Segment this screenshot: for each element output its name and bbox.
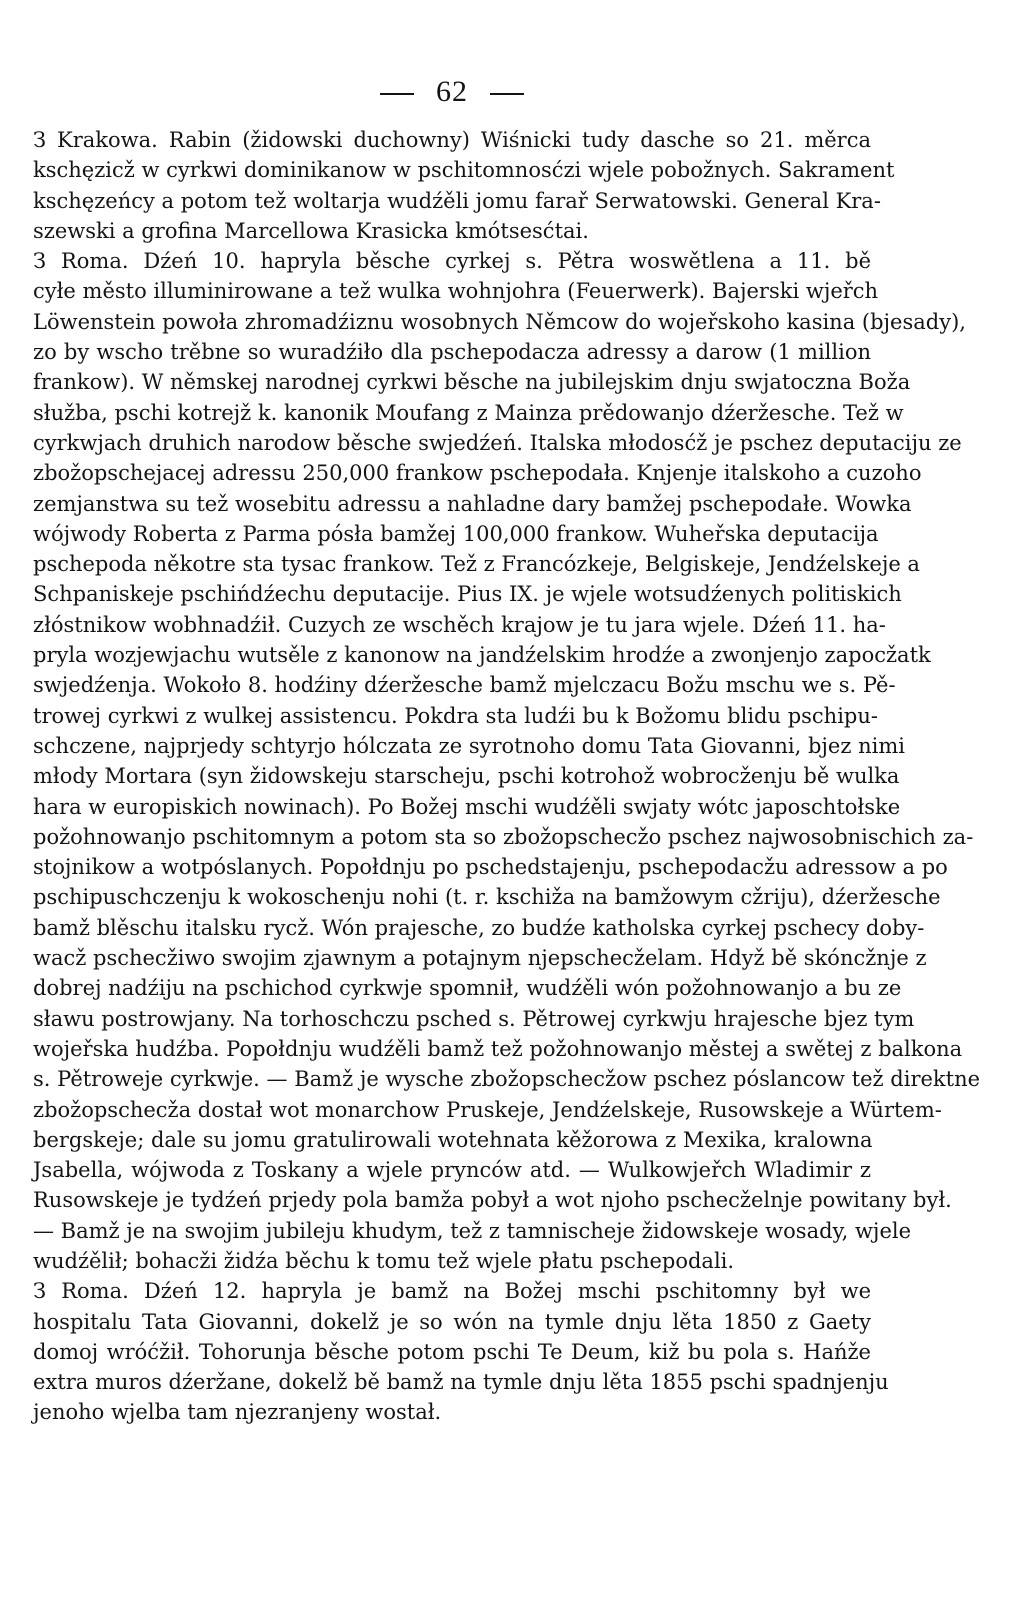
text-line: Jsabella, wójwoda z Toskany a wjele prynców atd. — Wulkowjeřch Wladimir z [33, 1158, 871, 1183]
text-line: pschepoda někotre sta tysac frankow. Tež z Francózkeje, Belgiskeje, Jendźelskeje a [33, 552, 920, 577]
text-line: sławu postrowjany. Na torhoschczu psched s. Pětrowej cyrkwju hrajesche bjez tym [33, 1006, 915, 1031]
text-line: szewski a grofina Marcellowa Krasicka kmótsesćtai. [33, 218, 589, 243]
page [33, 72, 981, 1428]
text-line: zbožopschecža dostał wot monarchow Pruskeje, Jendźelskeje, Rusowskeje a Würtem- [33, 1097, 942, 1122]
text-line: zbožopschejacej adressu 250,000 frankow pschepodała. Knjenje italskoho a cuzoho [33, 461, 922, 486]
text-line: wacž pschecžiwo swojim zjawnym a potajnym njepschecželam. Hdyž bě skóncžnje z [33, 946, 927, 971]
text-line: Schpaniskeje pschińdźechu deputacije. Pius IX. je wjele wotsudźenych politiskich [33, 582, 902, 607]
text-line: bamž blěschu italsku rycž. Wón prajesche, zo budźe katholska cyrkej pschecy doby- [33, 915, 925, 940]
text-line: słužba, pschi kotrejž k. kanonik Moufang z Mainza prědowanjo dźeržesche. Tež w [33, 400, 904, 425]
text-line: požohnowanjo pschitomnym a potom sta so zbožopschecžo pschez najwosobnischich za- [33, 824, 974, 849]
left-dash [380, 93, 414, 95]
text-line: frankow). W němskej narodnej cyrkwi běsche na jubilejskim dnju swjatoczna Boža [33, 370, 911, 395]
text-line: młody Mortara (syn židowskeju starscheju, pschi kotrohož wobrocženju bě wulka [33, 764, 900, 789]
text-line: Rusowskeje je tydźeń prjedy pola bamža pobył a wot njoho pschecželnje powitany był. [33, 1188, 952, 1213]
article-text [33, 125, 981, 1428]
text-line: cyłe město illuminirowane a tež wulka wohnjohra (Feuerwerk). Bajerski wjeřch [33, 279, 879, 304]
text-line: З Roma. Dźeń 12. hapryla je bamž na Božej mschi pschitomny był we [33, 1279, 871, 1304]
text-line: kschęzeńcy a potom tež woltarja wudźěli jomu farař Serwatowski. General Kra- [33, 188, 881, 213]
text-line: zo by wscho trěbne so wuradźiło dla pschepodacza adressy a darow (1 million [33, 340, 871, 365]
text-line: dobrej nadźiju na pschichod cyrkwje spomnił, wudźěli wón požohnowanjo a bu ze [33, 976, 902, 1001]
text-line: hara w europiskich nowinach). Po Božej mschi wudźěli swjaty wótc japoschtołske [33, 794, 901, 819]
text-line: cyrkwjach druhich narodow běsche swjedźeń. Italska młodosćž je pschez deputaciju ze [33, 430, 962, 455]
page-number: 62 [436, 75, 468, 108]
text-line: З Krakowa. Rabin (židowski duchowny) Wiśnicki tudy dasche so 21. měrca [33, 128, 871, 152]
text-line: — Bamž je na swojim jubileju khudym, tež z tamnischeje židowskeje wosady, wjele [33, 1218, 912, 1243]
text-line: pschipuschczenju k wokoschenju nohi (t. r. kschiža na bamžowym cžriju), dźeržesche [33, 885, 941, 910]
text-line: złóstnikow wobhnadźił. Cuzych ze wschěch krajow je tu jara wjele. Dźeń 11. ha- [33, 612, 886, 637]
text-line: domoj wróćžił. Tohorunja běsche potom pschi Te Deum, kiž bu pola s. Hańže [33, 1339, 871, 1364]
right-dash [490, 93, 524, 95]
text-line: Löwenstein powoła zhromadźiznu wosobnych Němcow do wojeřskoho kasina (bjesady), [33, 309, 966, 334]
text-line: swjedźenja. Wokoło 8. hodźiny dźeržesche bamž mjelczacu Božu mschu we s. Pě- [33, 673, 896, 698]
text-line: З Roma. Dźeń 10. hapryla běsche cyrkej s. Pětra woswětlena a 11. bě [33, 249, 871, 274]
text-line: kschęzicž w cyrkwi dominikanow w pschitomnosćzi wjele pobožnych. Sakrament [33, 158, 895, 183]
text-line: jenoho wjelba tam njezranjeny wostał. [33, 1400, 442, 1425]
text-line: wójwody Roberta z Parma pósła bamžej 100,000 frankow. Wuheřska deputacija [33, 521, 879, 546]
text-line: wudźělił; bohacži židźa běchu k tomu tež wjele płatu pschepodali. [33, 1248, 735, 1273]
text-line: pryla wozjewjachu wutsěle z kanonow na jandźelskim hrodźe a zwonjenjo zapocžatk [33, 643, 931, 668]
text-line: s. Pětroweje cyrkwje. — Bamž je wysche zbožopschecžow pschez póslancow tež direktne [33, 1067, 981, 1092]
text-line: schczene, najprjedy schtyrjo hólczata ze syrotnoho domu Tata Giovanni, bjez nimi [33, 733, 905, 758]
text-line: stojnikow a wotpóslanych. Popołdnju po pschedstajenju, pschepodacžu adressow a po [33, 855, 948, 880]
text-line: bergskeje; dale su jomu gratulirowali wotehnata kěžorowa z Mexika, kralowna [33, 1127, 873, 1152]
text-line: trowej cyrkwi z wulkej assistencu. Pokdra sta ludźi bu k Božomu blidu pschipu- [33, 703, 878, 728]
text-line: zemjanstwa su tež wosebitu adressu a nahladne dary bamžej pschepodałe. Wowka [33, 491, 912, 516]
text-line: wojeřska hudźba. Popołdnju wudźěli bamž tež požohnowanjo městej a swětej z balkona [33, 1036, 963, 1061]
text-line: hospitalu Tata Giovanni, dokelž je so wón na tymle dnju lěta 1850 z Gaety [33, 1309, 871, 1334]
page-header [33, 72, 871, 112]
text-line: extra muros dźeržane, dokelž bě bamž na tymle dnju lěta 1855 pschi spadnjenju [33, 1370, 889, 1395]
